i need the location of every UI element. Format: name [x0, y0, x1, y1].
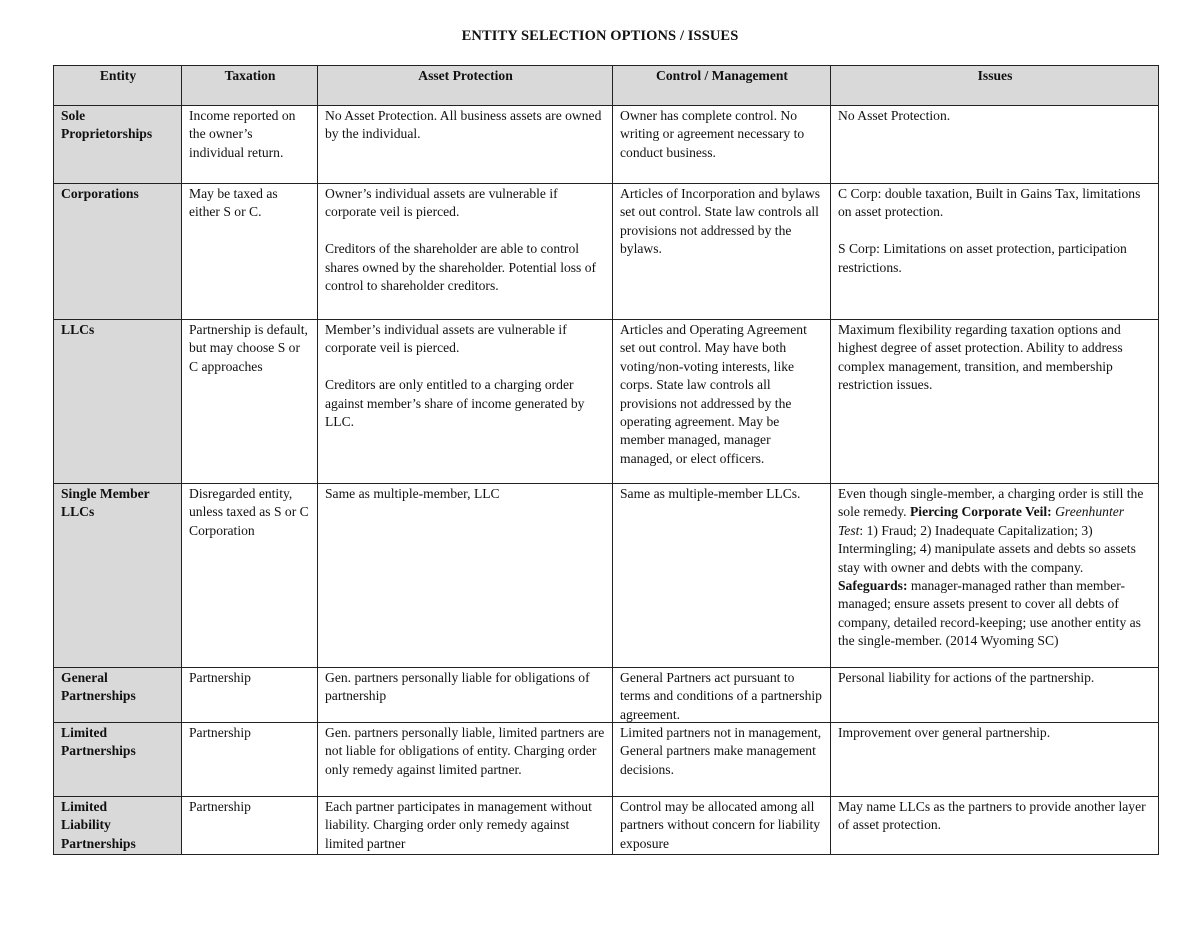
taxation-cell: May be taxed as either S or C. — [182, 184, 318, 320]
taxation-cell: Partnership — [182, 723, 318, 797]
asset-paragraph: Creditors are only entitled to a charging order against member’s share of income generated by LLC. — [325, 377, 585, 430]
entity-cell — [54, 106, 182, 184]
entity-name-line: General — [61, 670, 108, 685]
asset-protection-cell — [318, 184, 613, 320]
issues-italic-term: Greenhunter Test — [838, 504, 1125, 538]
table-row — [54, 106, 1159, 184]
control-cell: Articles of Incorporation and bylaws set out control. State law controls all provisions not addressed by the bylaws. — [613, 184, 831, 320]
taxation-cell: Income reported on the owner’s individual return. — [182, 106, 318, 184]
asset-protection-cell — [318, 320, 613, 484]
entity-name-line: Proprietorships — [61, 126, 153, 142]
control-cell: General Partners act pursuant to terms and conditions of a partnership agreement. — [613, 668, 831, 723]
entity-cell — [54, 184, 182, 320]
column-header-issues: Issues — [831, 66, 1159, 106]
asset-paragraph: Creditors of the shareholder are able to control shares owned by the shareholder. Potential loss of control to shareholder creditors. — [325, 241, 597, 294]
entity-name-line: Partnerships — [61, 835, 136, 851]
control-cell: Same as multiple-member LLCs. — [613, 484, 831, 668]
asset-paragraph: Gen. partners personally liable, limited partners are not liable for obligations of entity. Charging order only remedy against limited partner. — [325, 725, 605, 777]
table-row — [54, 184, 1159, 320]
issues-paragraph: Personal liability for actions of the partnership. — [838, 670, 1095, 685]
control-cell: Limited partners not in management, General partners make management decisions. — [613, 723, 831, 797]
asset-protection-cell — [318, 797, 613, 855]
asset-paragraph: Owner’s individual assets are vulnerable if corporate veil is pierced. — [325, 186, 558, 220]
asset-paragraph: Each partner participates in management without liability. Charging order only remedy against limited partner — [325, 799, 592, 851]
entity-cell — [54, 723, 182, 797]
taxation-cell: Partnership — [182, 797, 318, 855]
issues-cell — [831, 106, 1159, 184]
table-row — [54, 723, 1159, 797]
asset-paragraph: No Asset Protection. All business assets are owned by the individual. — [325, 108, 602, 142]
table-row — [54, 797, 1159, 855]
issues-paragraph: No Asset Protection. — [838, 108, 951, 123]
control-cell: Owner has complete control. No writing or agreement necessary to conduct business. — [613, 106, 831, 184]
issues-paragraph: C Corp: double taxation, Built in Gains Tax, limitations on asset protection. — [838, 186, 1141, 220]
entity-cell — [54, 668, 182, 723]
control-cell: Control may be allocated among all partners without concern for liability exposure — [613, 797, 831, 855]
header-row — [54, 66, 1159, 106]
entity-name-line: Sole — [61, 108, 86, 123]
column-header-entity: Entity — [54, 66, 182, 106]
asset-paragraph: Gen. partners personally liable for obligations of partnership — [325, 670, 590, 704]
asset-paragraph: Same as multiple-member, LLC — [325, 486, 500, 501]
issues-cell — [831, 797, 1159, 855]
entity-name-line: Limited — [61, 799, 108, 814]
issues-bold-heading: Piercing Corporate Veil: — [909, 504, 1052, 520]
issues-cell — [831, 668, 1159, 723]
entity-name-line: Limited — [61, 725, 108, 740]
issues-bold-heading: Safeguards: — [838, 578, 908, 594]
taxation-cell: Disregarded entity, unless taxed as S or C Corporation — [182, 484, 318, 668]
taxation-cell: Partnership — [182, 668, 318, 723]
asset-protection-cell — [318, 484, 613, 668]
issues-text: manager-managed rather than member-managed; ensure assets present to cover all debts of company, detailed record-keeping; use another entity as the single-member. (2014 Wyoming SC) — [838, 578, 1141, 649]
control-cell: Articles and Operating Agreement set out control. May have both voting/non-voting interests, like corps. State law controls all provisions not addressed by the operating agreement. May be member managed, manager managed, or elect officers. — [613, 320, 831, 484]
issues-paragraph: May name LLCs as the partners to provide another layer of asset protection. — [838, 799, 1146, 833]
issues-paragraph: S Corp: Limitations on asset protection, participation restrictions. — [838, 241, 1127, 275]
issues-text: : 1) Fraud; 2) Inadequate Capitalization; 3) Intermingling; 4) manipulate assets and debts so assets stay with owner and debts with the company. — [838, 522, 1136, 575]
entity-name-line: Corporations — [61, 186, 139, 201]
asset-paragraph: Member’s individual assets are vulnerable if corporate veil is pierced. — [325, 322, 567, 356]
entity-name-line: Partnerships — [61, 688, 136, 704]
taxation-cell: Partnership is default, but may choose S or C approaches — [182, 320, 318, 484]
column-header-control-management: Control / Management — [613, 66, 831, 106]
entity-name-line: Partnerships — [61, 743, 136, 759]
issues-text: Even though single-member, a charging order is still the sole remedy. — [838, 486, 1144, 520]
issues-paragraph: Maximum flexibility regarding taxation options and highest degree of asset protection. Ability to address complex management, transition, and membership restriction issues. — [838, 322, 1123, 393]
issues-paragraph: Improvement over general partnership. — [838, 725, 1051, 740]
issues-cell — [831, 320, 1159, 484]
column-header-taxation: Taxation — [182, 66, 318, 106]
page-title: ENTITY SELECTION OPTIONS / ISSUES — [461, 28, 739, 44]
table-row — [54, 320, 1159, 484]
issues-cell — [831, 484, 1159, 668]
entity-name-line: Single Member — [61, 486, 150, 501]
asset-protection-cell — [318, 723, 613, 797]
entity-name-line: LLCs — [61, 504, 95, 520]
table-row — [54, 484, 1159, 668]
issues-cell — [831, 723, 1159, 797]
entity-cell — [54, 320, 182, 484]
entity-cell — [54, 797, 182, 855]
column-header-asset-protection: Asset Protection — [318, 66, 613, 106]
entity-name-line: LLCs — [61, 322, 95, 337]
table-row — [54, 668, 1159, 723]
issues-cell — [831, 184, 1159, 320]
asset-protection-cell — [318, 106, 613, 184]
asset-protection-cell — [318, 668, 613, 723]
entity-name-line: Liability — [61, 817, 111, 833]
entity-cell — [54, 484, 182, 668]
entity-comparison-table — [53, 65, 1159, 855]
